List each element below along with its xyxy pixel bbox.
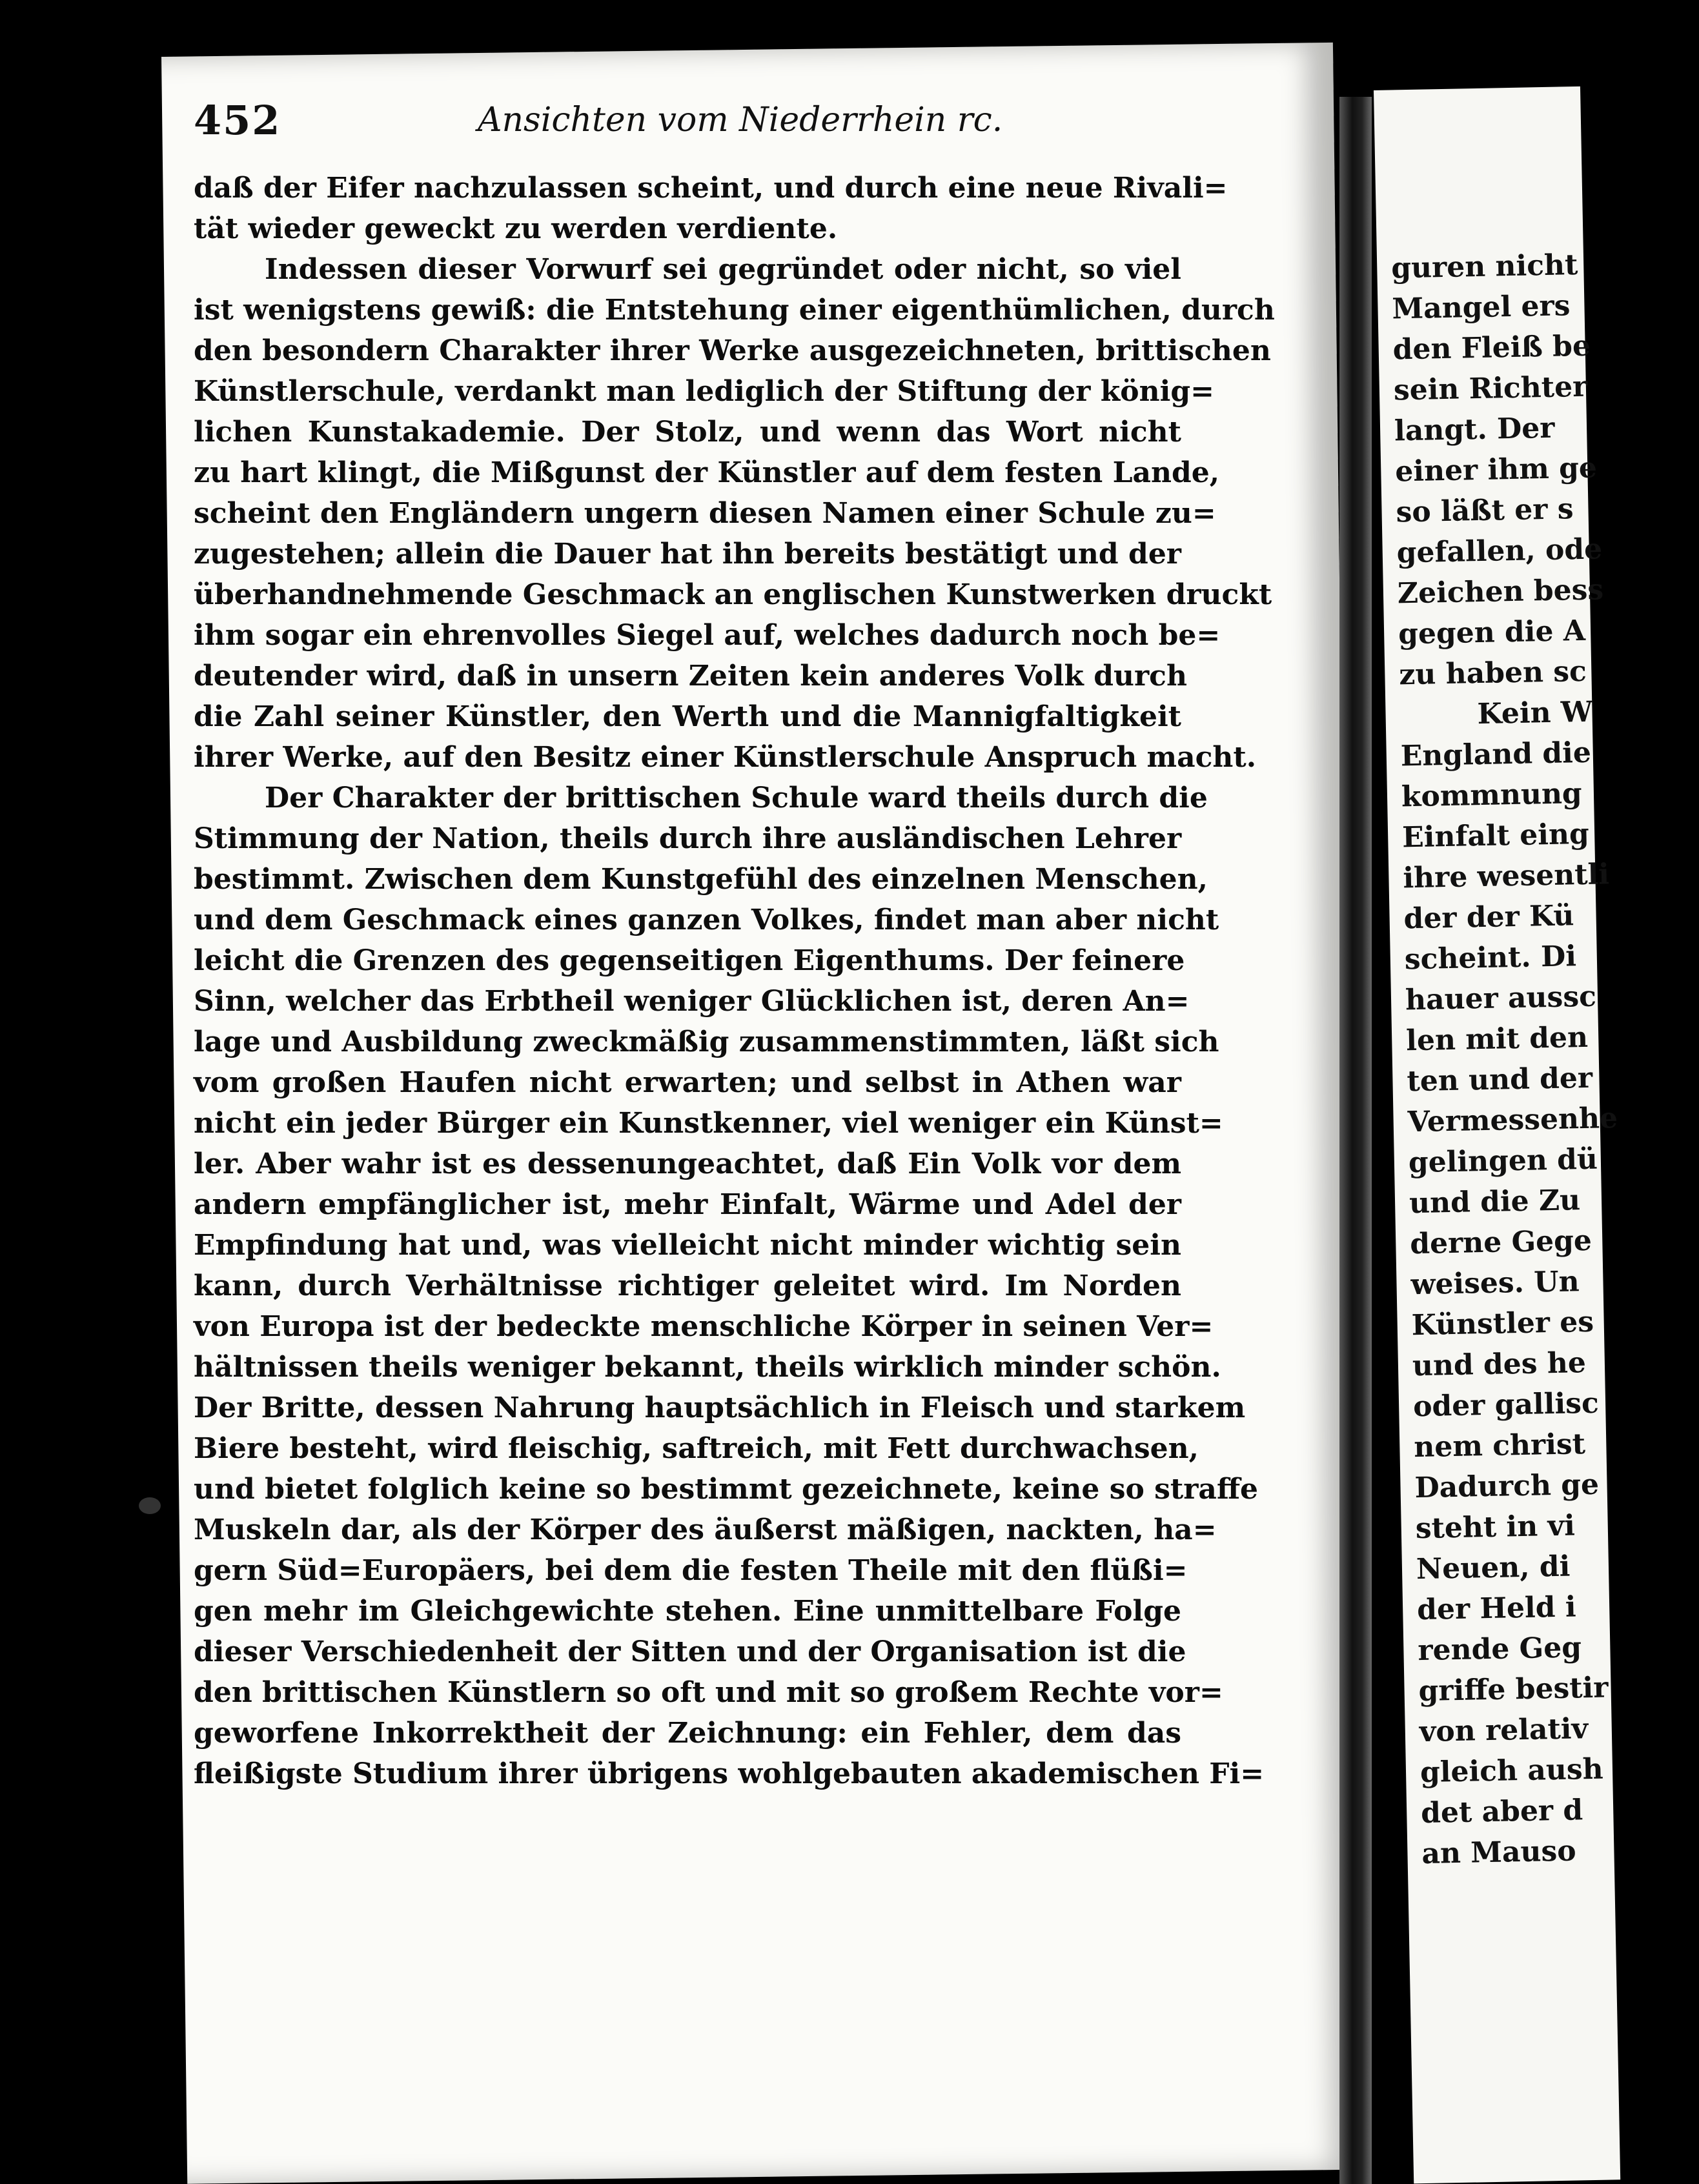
next-page-line: gleich aush	[1419, 1752, 1604, 1790]
body-line: die Zahl seiner Künstler, den Werth und die Mannigfaltigkeit	[194, 700, 1181, 733]
next-page-line: gefallen, ode	[1396, 532, 1603, 570]
ink-speck	[139, 1497, 161, 1514]
next-page-line: an Mauso	[1421, 1834, 1577, 1871]
body-line: lage und Ausbildung zweckmäßig zusammenstimmten, läßt sich	[194, 1026, 1219, 1058]
book-gutter	[1339, 97, 1372, 2184]
body-line: bestimmt. Zwischen dem Kunstgefühl des einzelnen Menschen,	[194, 863, 1208, 896]
body-line: vom großen Haufen nicht erwarten; und selbst in Athen war	[194, 1066, 1181, 1099]
body-line: nicht ein jeder Bürger ein Kunstkenner, viel weniger ein Künst=	[194, 1107, 1223, 1140]
next-page-line: len mit den	[1405, 1020, 1589, 1058]
next-page-line: hauer aussc	[1405, 980, 1597, 1017]
next-page-line: der der Kü	[1403, 899, 1574, 936]
next-page-line: den Fleiß be	[1392, 329, 1591, 367]
body-line: gen mehr im Gleichgewichte stehen. Eine unmittelbare Folge	[194, 1595, 1181, 1628]
body-line: Künstlerschule, verdankt man lediglich der Stiftung der könig=	[194, 375, 1214, 408]
page-header	[194, 97, 1072, 155]
body-text	[194, 168, 1275, 1794]
body-line: scheint den Engländern ungern diesen Namen einer Schule zu=	[194, 497, 1216, 530]
next-page-line: gegen die A	[1398, 614, 1586, 651]
next-page-line: ten und der	[1407, 1061, 1593, 1098]
page-number: 452	[194, 97, 281, 144]
body-line: hältnissen theils weniger bekannt, theils wirklich minder schön.	[194, 1351, 1221, 1384]
next-page-line: England die	[1400, 736, 1592, 773]
next-page-line: Neuen, di	[1416, 1550, 1571, 1586]
body-line: leicht die Grenzen des gegenseitigen Eigenthums. Der feinere	[194, 944, 1185, 977]
next-page-line: nem christ	[1413, 1428, 1586, 1464]
body-line: von Europa ist der bedeckte menschliche Körper in seinen Ver=	[194, 1310, 1214, 1343]
body-line: und bietet folglich keine so bestimmt gezeichnete, keine so straffe	[194, 1473, 1259, 1506]
body-line: und dem Geschmack eines ganzen Volkes, findet man aber nicht	[194, 904, 1219, 936]
right-page	[1374, 86, 1620, 2184]
body-line: ihm sogar ein ehrenvolles Siegel auf, welches dadurch noch be=	[194, 619, 1221, 652]
next-page-line: zu haben sc	[1398, 654, 1587, 692]
next-page-line: langt. Der	[1394, 411, 1555, 448]
next-page-text	[1391, 243, 1693, 1874]
next-page-line: Vermessenhe	[1407, 1102, 1618, 1139]
next-page-line: det aber d	[1420, 1794, 1583, 1830]
body-line: zu hart klingt, die Mißgunst der Künstler auf dem festen Lande,	[194, 456, 1220, 489]
body-line: Biere besteht, wird fleischig, saftreich, mit Fett durchwachsen,	[194, 1432, 1199, 1465]
body-line: den besondern Charakter ihrer Werke ausgezeichneten, brittischen	[194, 334, 1271, 367]
next-page-line: gelingen dü	[1408, 1142, 1598, 1180]
body-line: gern Süd=Europäers, bei dem die festen Theile mit den flüßi=	[194, 1554, 1188, 1587]
body-line: ihrer Werke, auf den Besitz einer Künstlerschule Anspruch macht.	[194, 741, 1257, 774]
body-line: daß der Eifer nachzulassen scheint, und durch eine neue Rivali=	[194, 172, 1228, 205]
body-line: tät wieder geweckt zu werden verdiente.	[194, 212, 838, 245]
next-page-line: Dadurch ge	[1414, 1468, 1600, 1505]
body-line: lichen Kunstakademie. Der Stolz, und wenn das Wort nicht	[194, 416, 1181, 449]
body-line: zugestehen; allein die Dauer hat ihn bereits bestätigt und der	[194, 538, 1181, 571]
next-page-line: von relativ	[1419, 1712, 1589, 1749]
body-line: geworfene Inkorrektheit der Zeichnung: ein Fehler, dem das	[194, 1717, 1181, 1750]
body-line: Sinn, welcher das Erbtheil weniger Glücklichen ist, deren An=	[194, 985, 1190, 1018]
body-line: fleißigste Studium ihrer übrigens wohlgebauten akademischen Fi=	[194, 1757, 1265, 1790]
body-line: Indessen dieser Vorwurf sei gegründet oder nicht, so viel	[265, 253, 1181, 286]
body-line: Der Britte, dessen Nahrung hauptsächlich in Fleisch und starkem	[194, 1391, 1246, 1424]
body-line: überhandnehmende Geschmack an englischen Kunstwerken druckt	[194, 578, 1272, 611]
next-page-line: ihre wesentli	[1402, 858, 1610, 895]
next-page-line: einer ihm ge	[1394, 451, 1598, 489]
next-page-line: rende Geg	[1417, 1631, 1582, 1668]
body-line: Empfindung hat und, was vielleicht nicht minder wichtig sein	[194, 1229, 1181, 1262]
next-page-line: guren nicht	[1390, 248, 1578, 285]
next-page-line: Zeichen bess	[1397, 573, 1604, 611]
body-line: Stimmung der Nation, theils durch ihre ausländischen Lehrer	[194, 822, 1182, 855]
body-line: kann, durch Verhältnisse richtiger geleitet wird. Im Norden	[194, 1269, 1181, 1302]
next-page-line: Kein W	[1477, 695, 1593, 731]
body-line: andern empfänglicher ist, mehr Einfalt, Wärme und Adel der	[194, 1188, 1181, 1221]
next-page-line: Mangel ers	[1392, 289, 1571, 326]
body-line: ist wenigstens gewiß: die Entstehung einer eigenthümlichen, durch	[194, 294, 1275, 327]
next-page-line: Künstler es	[1411, 1305, 1594, 1342]
next-page-line: derne Gege	[1409, 1224, 1592, 1261]
next-page-line: weises. Un	[1410, 1265, 1580, 1302]
next-page-line: so läßt er s	[1396, 492, 1574, 529]
next-page-line: steht in vi	[1415, 1509, 1576, 1546]
body-line: Der Charakter der brittischen Schule ward theils durch die	[265, 782, 1208, 814]
next-page-line: griffe bestir	[1418, 1671, 1609, 1708]
body-line: deutender wird, daß in unsern Zeiten kein anderes Volk durch	[194, 660, 1187, 693]
next-page-line: scheint. Di	[1404, 940, 1577, 976]
body-line: dieser Verschiedenheit der Sitten und der Organisation ist die	[194, 1635, 1186, 1668]
next-page-line: und die Zu	[1409, 1184, 1581, 1220]
next-page-line: Einfalt eing	[1401, 817, 1590, 854]
next-page-line: oder gallisc	[1412, 1386, 1600, 1424]
next-page-line: sein Richter	[1393, 370, 1588, 407]
body-line: den brittischen Künstlern so oft und mit so großem Rechte vor=	[194, 1676, 1223, 1709]
running-title: Ansichten vom Niederrhein rc.	[478, 101, 1003, 139]
next-page-line: und des he	[1412, 1346, 1587, 1383]
next-page-line: kommnung	[1401, 777, 1583, 814]
next-page-line: der Held i	[1416, 1590, 1577, 1627]
body-line: Muskeln dar, als der Körper des äußerst mäßigen, nackten, ha=	[194, 1513, 1217, 1546]
body-line: ler. Aber wahr ist es dessenungeachtet, daß Ein Volk vor dem	[194, 1148, 1181, 1180]
